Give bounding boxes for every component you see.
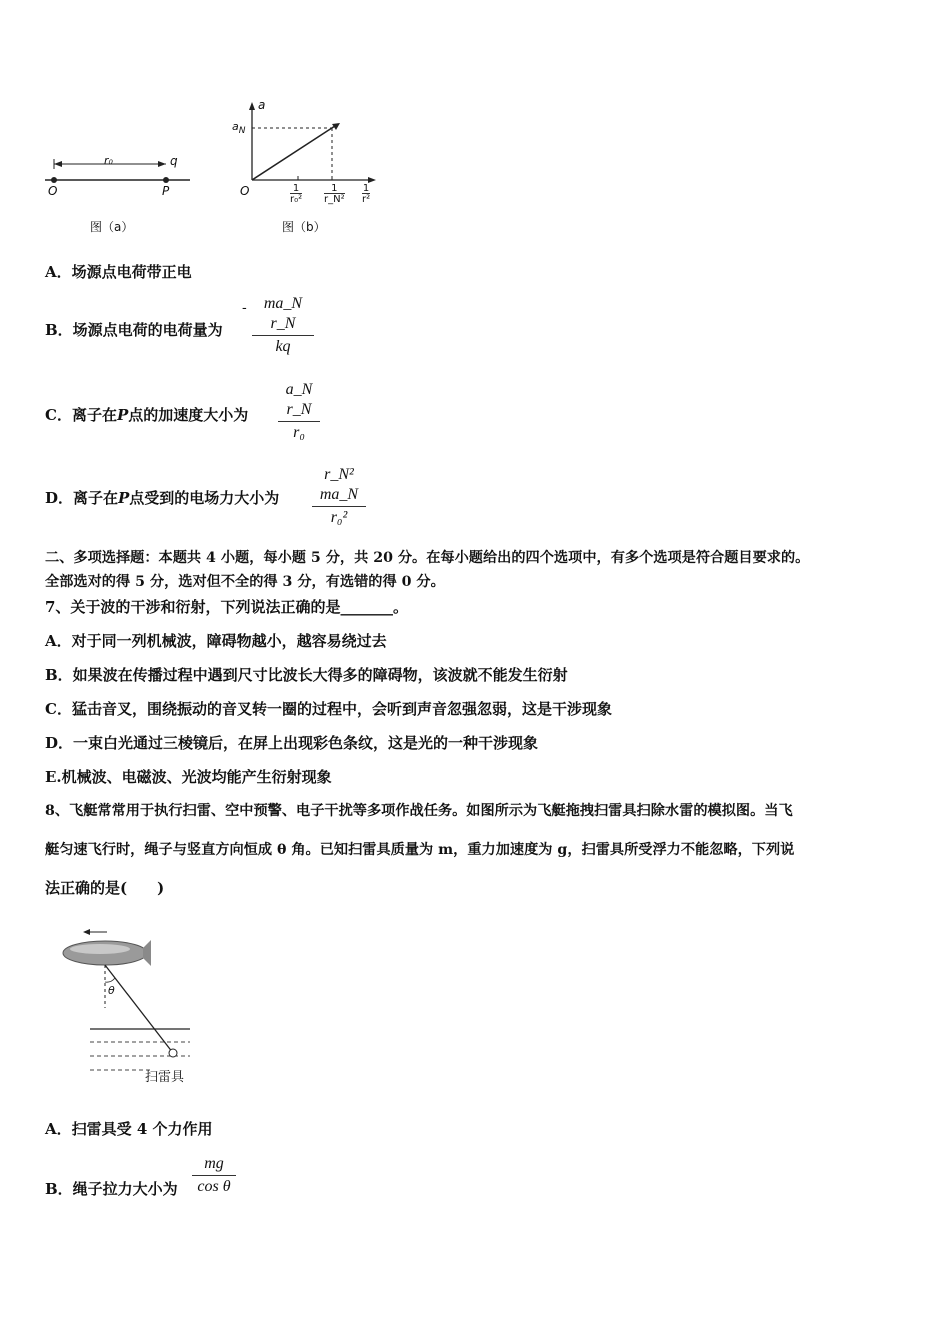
figure-b-origin-label: O — [240, 184, 250, 198]
figure-b-tick-2: 1 r_N² — [324, 183, 345, 205]
figure-b-y-mark: $a_N$ — [232, 120, 246, 137]
q8-option-b-denominator: cos θ — [197, 1178, 231, 1195]
q6-option-c: C．离子在P点的加速度大小为 — [45, 406, 249, 424]
q8-option-b-numerator: mg — [204, 1155, 224, 1172]
figure-b-caption: 图（b） — [282, 220, 326, 234]
airship-figure — [55, 920, 205, 1080]
q8-stem-line3: 法正确的是( ) — [45, 879, 165, 897]
q6-option-a: A．场源点电荷带正电 — [45, 263, 192, 281]
q7-option-e: E.机械波、电磁波、光波均能产生衍射现象 — [45, 768, 332, 786]
q6-option-b-sign: - — [242, 300, 247, 316]
q8-option-b-fraction — [192, 1154, 236, 1197]
q7-option-c: C．猛击音叉，围绕振动的音叉转一圈的过程中，会听到声音忽强忽弱，这是干涉现象 — [45, 700, 612, 718]
minesweeper-label: 扫雷具 — [145, 1070, 185, 1085]
figure-b-y-axis-label: a — [258, 98, 266, 112]
q6-option-b-denominator: kq — [275, 338, 291, 355]
q6-option-d-fraction — [312, 465, 366, 528]
figure-a-origin-label: O — [48, 184, 58, 198]
figure-a-charge-label: q — [170, 154, 178, 168]
q7-option-b: B．如果波在传播过程中遇到尺寸比波长大得多的障碍物，该波就不能发生衍射 — [45, 666, 568, 684]
section2-instruction-line1: 二、多项选择题：本题共 4 小题，每小题 5 分，共 20 分。在每小题给出的四个选项中，有多个选项是符合题目要求的。 — [45, 550, 810, 566]
q6-option-c-denominator: r₀ — [293, 424, 305, 441]
q6-option-b: B．场源点电荷的电荷量为 — [45, 321, 223, 339]
section2-instruction-line2: 全部选对的得 5 分，选对但不全的得 3 分，有选错的得 0 分。 — [45, 574, 445, 590]
q6-option-b-numerator: ma_N r_N — [263, 295, 303, 332]
figure-b-tick-3: 1 r² — [362, 183, 371, 205]
q6-option-c-numerator: a_N r_N — [285, 381, 313, 418]
q6-option-d-numerator: r_N² ma_N — [319, 466, 359, 503]
q6-option-b-fraction — [252, 294, 314, 357]
figure-a-caption: 图（a） — [90, 220, 134, 234]
figure-b-tick-1: 1 r₀² — [290, 183, 303, 205]
q7-stem: 7、关于波的干涉和衍射，下列说法正确的是_______。 — [45, 598, 408, 616]
q7-option-a: A．对于同一列机械波，障碍物越小，越容易绕过去 — [45, 632, 387, 650]
q6-option-d: D．离子在P点受到的电场力大小为 — [45, 489, 280, 507]
q8-stem-line2: 艇匀速飞行时，绳子与竖直方向恒成 θ 角。已知扫雷具质量为 m，重力加速度为 g，扫雷具所受浮力不能忽略，下列说 — [45, 842, 795, 858]
q6-option-d-denominator: r₀² — [330, 509, 348, 526]
airship-angle-label: θ — [108, 984, 115, 997]
q6-option-c-fraction — [278, 380, 320, 443]
q8-option-a: A．扫雷具受 4 个力作用 — [45, 1120, 213, 1138]
q8-option-b: B．绳子拉力大小为 — [45, 1180, 178, 1198]
q7-option-d: D．一束白光通过三棱镜后，在屏上出现彩色条纹，这是光的一种干涉现象 — [45, 734, 539, 752]
figure-a-point-label: P — [162, 184, 170, 198]
figure-a-distance-label: r₀ — [104, 154, 113, 167]
q8-stem-line1: 8、飞艇常常用于执行扫雷、空中预警、电子干扰等多项作战任务。如图所示为飞艇拖拽扫雷具扫除水雷的模拟图。当飞 — [45, 803, 793, 819]
